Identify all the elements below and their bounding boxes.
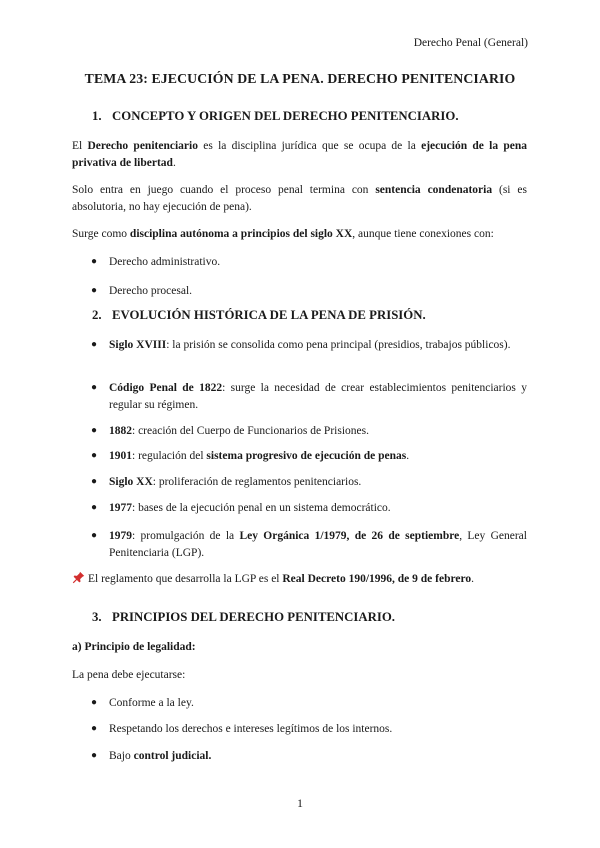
bullet-dot-icon: ● — [91, 530, 98, 541]
text: es la disciplina jurídica que se ocupa de la — [197, 140, 422, 152]
text: El — [72, 140, 88, 152]
section-title: EVOLUCIÓN HISTÓRICA DE LA PENA DE PRISIÓN. — [112, 308, 426, 322]
list-item-text: Derecho administrativo. — [109, 256, 221, 268]
list-item — [91, 528, 527, 561]
section-1-heading — [92, 109, 459, 124]
paragraph — [72, 182, 527, 215]
text: : promulgación de la — [132, 530, 240, 542]
text: : regulación del — [132, 450, 207, 462]
paragraph — [72, 138, 527, 171]
text: . — [471, 573, 474, 585]
list-item — [91, 283, 527, 300]
list-item — [91, 474, 527, 491]
list-item — [91, 380, 527, 413]
document-title: TEMA 23: EJECUCIÓN DE LA PENA. DERECHO PENITENCIARIO — [84, 71, 516, 86]
bullet-dot-icon: ● — [91, 285, 98, 296]
section-title: PRINCIPIOS DEL DERECHO PENITENCIARIO. — [112, 610, 395, 624]
emphasis: sentencia condenatoria — [375, 184, 493, 196]
list-item-text: Derecho procesal. — [109, 285, 193, 297]
header-subject: Derecho Penal (General) — [413, 37, 528, 49]
pushpin-icon — [72, 571, 85, 584]
text: : proliferación de reglamentos penitenciarios. — [152, 476, 362, 488]
paragraph — [72, 226, 527, 243]
text: : la prisión se consolida como pena principal (presidios, trabajos públicos). — [166, 339, 511, 351]
bullet-dot-icon: ● — [91, 697, 98, 708]
emphasis: Código Penal de 1822 — [109, 382, 223, 394]
emphasis: Siglo XVIII — [109, 339, 167, 351]
emphasis: disciplina autónoma a principios del siglo XX — [129, 228, 353, 240]
list-item — [91, 721, 527, 738]
list-item-text: Conforme a la ley. — [109, 697, 194, 709]
text: . — [172, 156, 176, 169]
list-item — [91, 254, 527, 271]
text: Bajo — [109, 750, 134, 762]
text: Surge como — [72, 228, 130, 240]
list-item — [91, 337, 527, 354]
page-number: 1 — [297, 796, 303, 810]
emphasis: 1882 — [109, 425, 132, 437]
list-item-text: Respetando los derechos e intereses legítimos de los internos. — [109, 723, 393, 735]
bullet-dot-icon: ● — [91, 425, 98, 436]
note-paragraph — [72, 571, 527, 588]
bullet-dot-icon: ● — [91, 256, 98, 267]
text: : bases de la ejecución penal en un sistema democrático. — [132, 502, 391, 514]
emphasis: 1977 — [109, 502, 132, 514]
emphasis: Ley Orgánica 1/1979, de 26 de septiembre — [239, 530, 460, 542]
text: : surge la necesidad de crear establecimientos penitenciarios y regular su régimen. — [109, 382, 527, 411]
text: , aunque tiene conexiones con: — [352, 228, 494, 240]
paragraph: La pena debe ejecutarse: — [72, 669, 186, 681]
list-item — [91, 423, 527, 440]
text: : creación del Cuerpo de Funcionarios de Prisiones. — [132, 425, 369, 437]
bullet-dot-icon: ● — [91, 750, 98, 761]
list-item — [91, 695, 527, 712]
emphasis: 1979 — [109, 530, 132, 542]
list-item — [91, 748, 527, 765]
text: Solo entra en juego cuando el proceso penal termina con — [72, 184, 376, 196]
emphasis: sistema progresivo de ejecución de penas — [206, 450, 407, 462]
subsection-heading: a) Principio de legalidad: — [72, 641, 196, 653]
bullet-dot-icon: ● — [91, 450, 98, 461]
emphasis: Derecho penitenciario — [87, 140, 198, 152]
bullet-dot-icon: ● — [91, 502, 98, 513]
text: El reglamento que desarrolla la LGP es el — [88, 573, 283, 585]
bullet-dot-icon: ● — [91, 382, 98, 393]
section-number: 2. — [92, 308, 102, 322]
bullet-dot-icon: ● — [91, 476, 98, 487]
bullet-dot-icon: ● — [91, 339, 98, 350]
section-3-heading — [92, 610, 395, 625]
emphasis: Real Decreto 190/1996, de 9 de febrero — [282, 573, 472, 585]
list-item — [91, 448, 527, 465]
section-title: CONCEPTO Y ORIGEN DEL DERECHO PENITENCIARIO. — [112, 109, 459, 123]
text: . — [406, 450, 410, 462]
section-number: 3. — [92, 610, 102, 624]
bullet-dot-icon: ● — [91, 723, 98, 734]
emphasis: control judicial. — [133, 750, 212, 762]
text: (si es absolutoria, no hay ejecución de pena). — [72, 184, 527, 213]
emphasis: 1901 — [109, 450, 132, 462]
text: , Ley General Penitenciaria (LGP). — [109, 530, 527, 559]
emphasis: Siglo XX — [109, 476, 153, 488]
list-item — [91, 500, 527, 517]
section-number: 1. — [92, 109, 102, 123]
emphasis: ejecución de la pena privativa de libertad — [72, 140, 527, 169]
section-2-heading — [92, 308, 426, 323]
